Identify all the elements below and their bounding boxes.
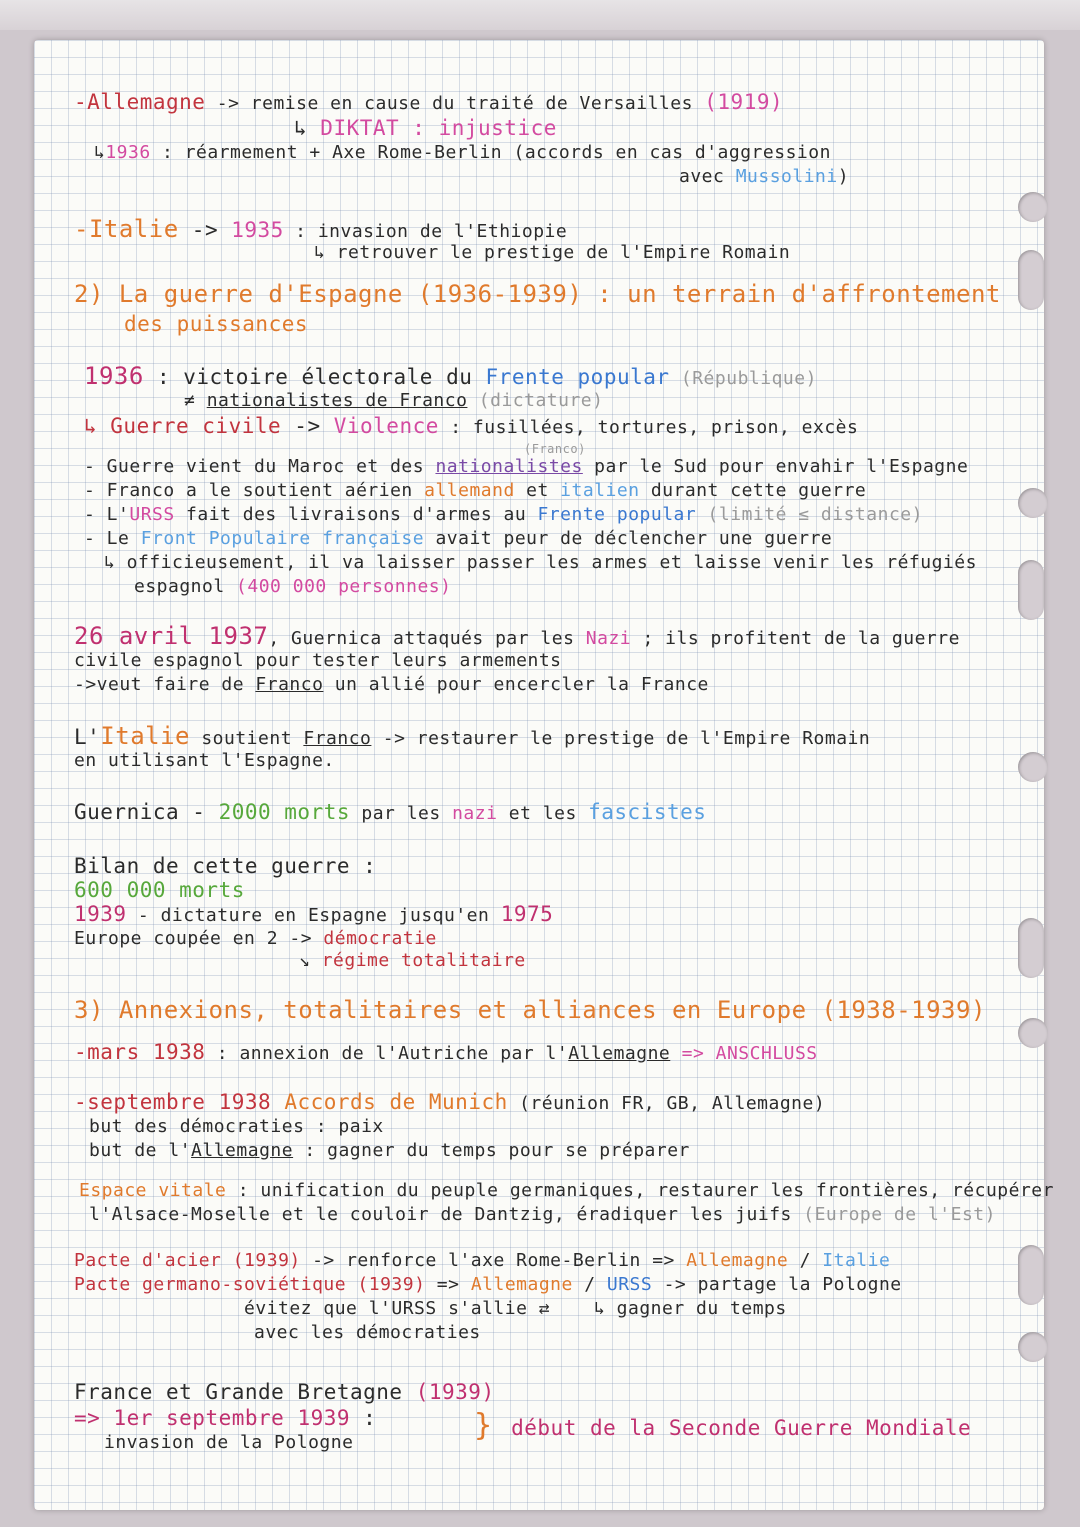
text: fascistes [588, 800, 707, 824]
binder-hole [1018, 1018, 1048, 1048]
text: durant cette guerre [639, 480, 867, 501]
text: avec les démocraties [254, 1322, 481, 1343]
text: ↳ [294, 116, 321, 140]
text: ↳ retrouver le prestige de l'Empire Romain [314, 242, 791, 263]
text: Italie [822, 1250, 891, 1271]
text: soutient [190, 728, 304, 749]
note-line [74, 622, 960, 650]
text: Violence [333, 414, 439, 438]
note-line [524, 442, 586, 456]
note-line [74, 878, 245, 902]
note-line [244, 1298, 550, 1319]
note-line [74, 1274, 902, 1295]
text: Frente popular [537, 504, 697, 525]
text: régime totalitaire [321, 950, 526, 971]
text: 1936 [84, 362, 144, 390]
note-line [134, 576, 451, 597]
text: : gagner du temps pour se préparer [293, 1140, 690, 1161]
note-line [94, 142, 831, 163]
text: Accords de Munich [284, 1090, 508, 1114]
text: but de l' [89, 1140, 192, 1161]
note-line [84, 480, 866, 501]
text: ; ils profitent de la guerre [631, 628, 960, 649]
binder-hole [1018, 1332, 1048, 1362]
text: des puissances [124, 312, 309, 336]
text: Guernica - [74, 800, 219, 824]
text: par les [350, 803, 453, 824]
note-line [74, 674, 709, 695]
binder-slot [1018, 560, 1044, 620]
notebook-page [34, 40, 1054, 1510]
note-line [594, 1298, 787, 1319]
text: L' [74, 725, 101, 749]
note-line [84, 456, 968, 477]
text: -> [178, 218, 232, 242]
text: ↳ Guerre civile [84, 414, 282, 438]
binder-slot [1018, 918, 1044, 978]
note-line [74, 854, 376, 878]
text: début de la Seconde Guerre Mondiale [511, 1416, 972, 1440]
text: Allemagne [686, 1250, 789, 1271]
text: avec [679, 166, 736, 187]
text: (Franco) [524, 442, 586, 456]
text: / [572, 1274, 607, 1295]
text: -mars 1938 [74, 1040, 206, 1064]
text: : [350, 1406, 377, 1430]
text: DIKTAT : injustice [320, 116, 557, 140]
binder-slot [1018, 250, 1044, 310]
note-line [254, 1322, 481, 1343]
text: (1939) [415, 1380, 495, 1404]
note-line [84, 362, 817, 390]
text: 1er septembre 1939 [113, 1406, 351, 1430]
text: Allemagne [568, 1043, 671, 1064]
text: - Franco a le soutient aérien [84, 480, 425, 501]
note-line [74, 1406, 376, 1430]
text: Bilan de cette guerre : [74, 854, 377, 878]
text: but des démocraties : paix [89, 1116, 384, 1137]
text: civile espagnol pour tester leurs armements [74, 650, 562, 671]
text: - dictature en Espagne jusqu'en [126, 905, 501, 926]
text: 2) La guerre d'Espagne (1936-1939) : un terrain d'affrontement [74, 280, 1001, 308]
text: ≠ [184, 390, 207, 411]
text: (1919) [704, 90, 784, 114]
text: 1936 [105, 142, 151, 163]
binder-hole [1018, 192, 1048, 222]
text: nationalistes [435, 456, 583, 477]
text: fait des livraisons d'armes au [174, 504, 538, 525]
text: -> partage la Pologne [652, 1274, 902, 1295]
text: : annexion de l'Autriche par l' [205, 1043, 569, 1064]
note-line [89, 1140, 690, 1161]
text: ) [837, 166, 850, 187]
note-line [74, 722, 870, 750]
section-heading [124, 312, 308, 336]
text: -> restaurer le prestige de l'Empire Romain [371, 728, 871, 749]
binder-hole [1018, 488, 1048, 518]
note-line [299, 950, 526, 971]
text: Espace vitale [79, 1180, 227, 1201]
text: => [425, 1274, 471, 1295]
text: italien [560, 480, 640, 501]
note-line [314, 242, 790, 263]
note-line [89, 1204, 996, 1225]
text: Mussolini [735, 166, 838, 187]
text: Frente popular [485, 365, 670, 389]
note-line [84, 528, 832, 549]
text: Franco [303, 728, 372, 749]
note-line [474, 1408, 971, 1443]
text: Europe coupée en 2 -> [74, 928, 324, 949]
text: ↘ [299, 950, 322, 971]
text: URSS [606, 1274, 653, 1295]
note-line [74, 215, 567, 243]
note-line [74, 1250, 890, 1271]
text: 26 avril 1937 [74, 622, 269, 650]
note-line [74, 800, 706, 824]
text: Front Populaire française [140, 528, 425, 549]
text: URSS [129, 504, 175, 525]
text: 600 000 morts [74, 878, 245, 902]
text: Allemagne [470, 1274, 573, 1295]
note-line [74, 750, 335, 771]
text: (limité ≤ distance) [696, 504, 923, 525]
text: démocratie [323, 928, 437, 949]
text: France et Grande Bretagne [74, 1380, 416, 1404]
note-line [104, 1432, 353, 1453]
note-line [104, 552, 977, 573]
note-line [74, 1040, 818, 1064]
note-line [84, 414, 858, 438]
text: 2000 morts [218, 800, 351, 824]
text: espagnol [134, 576, 237, 597]
text: et [514, 480, 561, 501]
text: } [474, 1408, 512, 1443]
note-line [89, 1116, 384, 1137]
top-band [0, 0, 1080, 30]
note-line [184, 390, 603, 411]
text: ↳ officieusement, il va laisser passer les armes et laisse venir les réfugiés [104, 552, 977, 573]
text [271, 1090, 284, 1114]
text: => ANSCHLUSS [670, 1043, 818, 1064]
text: Franco [255, 674, 324, 695]
text: Pacte germano-soviétique (1939) [74, 1274, 426, 1295]
text: et les [497, 803, 589, 824]
text: avait peur de déclencher une guerre [424, 528, 833, 549]
text: Italie [100, 722, 190, 750]
text: invasion de la Pologne [104, 1432, 354, 1453]
text: - L' [84, 504, 130, 525]
text: ↳ gagner du temps [594, 1298, 787, 1319]
text: - Guerre vient du Maroc et des [84, 456, 436, 477]
section-heading [74, 280, 1001, 308]
text: -Allemagne [74, 90, 206, 114]
note-line [679, 166, 849, 187]
text: nazi [452, 803, 498, 824]
text: allemand [424, 480, 515, 501]
note-line [74, 902, 553, 926]
text: 1975 [500, 902, 554, 926]
text: / [788, 1250, 823, 1271]
text: (réunion FR, GB, Allemagne) [507, 1093, 826, 1114]
note-line [79, 1180, 1054, 1201]
note-line [84, 504, 923, 525]
note-line [74, 650, 562, 671]
note-line [74, 1380, 495, 1404]
text: 1935 [231, 218, 284, 242]
text: -Italie [74, 215, 179, 243]
text: l'Alsace-Moselle et le couloir de Dantzig, éradiquer les juifs [89, 1204, 804, 1225]
note-line [74, 90, 783, 114]
text: (400 000 personnes) [236, 576, 452, 597]
text: ->veut faire de [74, 674, 256, 695]
binder-slot [1018, 1245, 1044, 1305]
text: (République) [669, 368, 817, 389]
note-line [74, 1090, 825, 1114]
text: en utilisant l'Espagne. [74, 750, 335, 771]
text: -> renforce l'axe Rome-Berlin => [300, 1250, 687, 1271]
text: un allié pour encercler la France [323, 674, 709, 695]
text: 3) Annexions, totalitaires et alliances en Europe (1938-1939) [74, 996, 986, 1024]
text: : invasion de l'Ethiopie [283, 221, 568, 242]
text: -> [281, 414, 334, 438]
text: - Le [84, 528, 141, 549]
text: 1939 [74, 902, 127, 926]
text: : unification du peuple germaniques, restaurer les frontières, récupérer [226, 1180, 1054, 1201]
text: : victoire électorale du [143, 365, 486, 389]
text: (dictature) [467, 390, 604, 411]
section-heading [74, 996, 986, 1024]
text: évitez que l'URSS s'allie ⇄ [244, 1298, 551, 1319]
text: Pacte d'acier (1939) [74, 1250, 301, 1271]
text: : réarmement + Axe Rome-Berlin (accords en cas d'aggression [150, 142, 831, 163]
text: ↳ [94, 142, 106, 163]
note-line [294, 116, 557, 140]
text: , Guernica attaqués par les [268, 628, 586, 649]
text: => [74, 1406, 114, 1430]
text: Allemagne [191, 1140, 294, 1161]
text: (Europe de l'Est) [803, 1204, 996, 1225]
text: -> remise en cause du traité de Versailles [205, 93, 705, 114]
text: : fusillées, tortures, prison, excès [438, 417, 859, 438]
text: nationalistes de Franco [206, 390, 468, 411]
text: -septembre 1938 [74, 1090, 272, 1114]
text: Nazi [585, 628, 632, 649]
binder-hole [1018, 752, 1048, 782]
text: par le Sud pour envahir l'Espagne [582, 456, 969, 477]
note-line [74, 928, 437, 949]
